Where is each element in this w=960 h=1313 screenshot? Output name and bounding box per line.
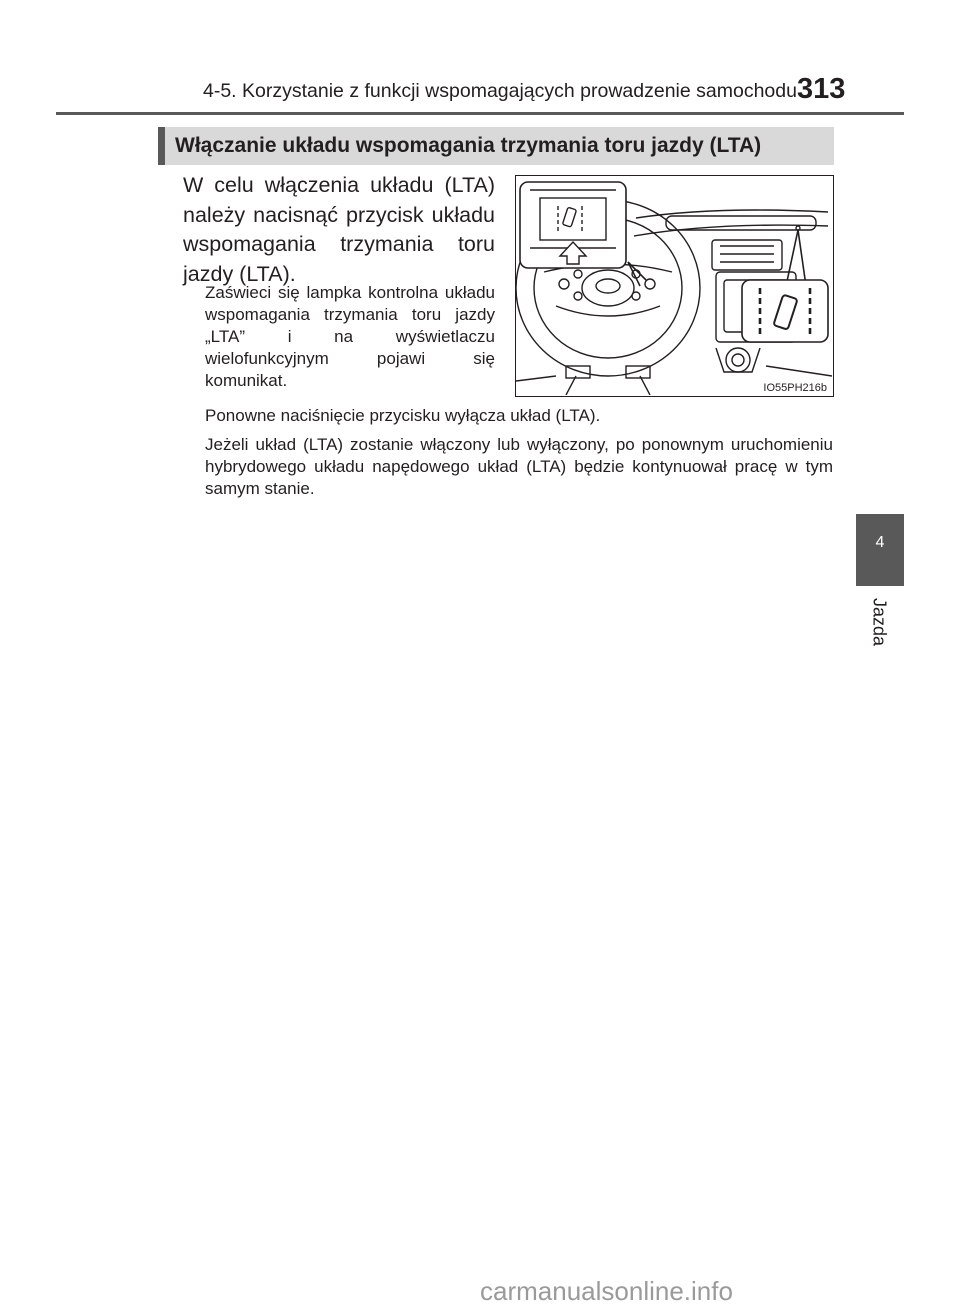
note-toggle-off: Ponowne naciśnięcie przycisku wyłącza układ (LTA). <box>205 406 601 425</box>
section-title: Włączanie układu wspomagania trzymania toru jazdy (LTA) <box>175 134 762 157</box>
watermark: carmanualsonline.info <box>480 1276 733 1306</box>
section-heading-accent <box>158 127 165 165</box>
page-number: 313 <box>797 73 846 105</box>
section-heading-bar <box>158 127 834 165</box>
note-state-retained: Jeżeli układ (LTA) zostanie włączony lub wyłączony, po ponownym uruchomieniu hybrydowego układu napędowego układ (LTA) będzie kontynuował pracę w tym samym stanie. <box>205 435 833 498</box>
dashboard-illustration <box>515 175 834 397</box>
chapter-label <box>861 592 897 652</box>
chapter-number: 4 <box>875 534 885 551</box>
note-indicator-light: Zaświeci się lampka kontrolna układu wspomagania trzymania toru jazdy „LTA” i na wyświetlaczu wielofunkcyjnym pojawi się komunikat. <box>205 283 495 390</box>
dashboard-drawing <box>516 176 832 395</box>
chapter-tab <box>856 514 904 586</box>
chapter-label-text: Jazda <box>869 597 890 647</box>
intro-paragraph: W celu włączenia układu (LTA) należy nacisnąć przycisk układu wspomagania trzymania toru jazdy (LTA). <box>183 173 495 286</box>
running-header: 4-5. Korzystanie z funkcji wspomagających prowadzenie samochodu <box>203 80 797 102</box>
figure-code: IO55PH216b <box>763 382 827 394</box>
header-divider <box>56 112 904 115</box>
